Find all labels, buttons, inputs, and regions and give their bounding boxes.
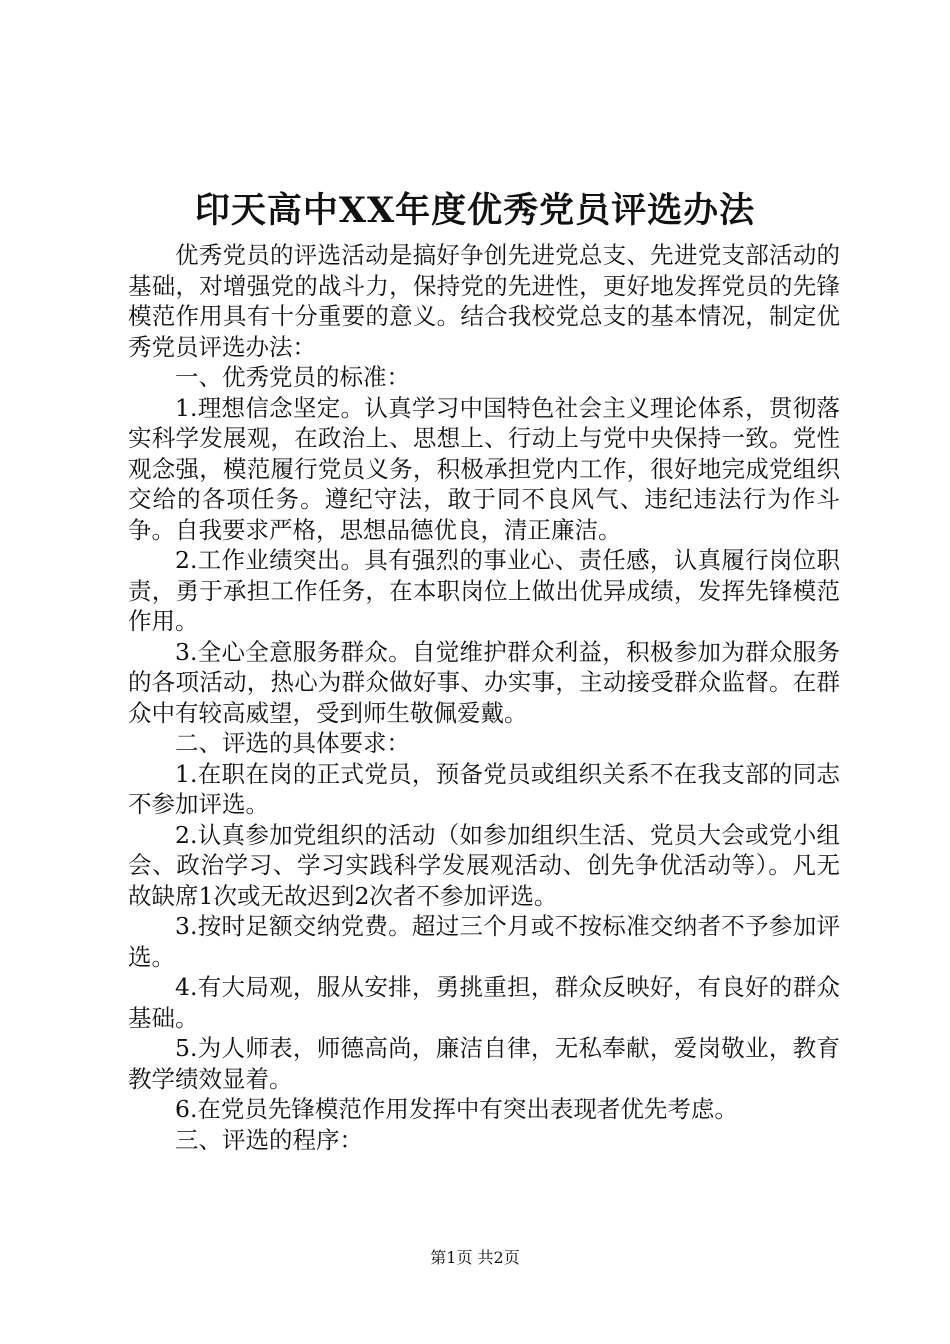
paragraph: 2.认真参加党组织的活动（如参加组织生活、党员大会或党小组会、政治学习、学习实践科学发展观活动、创先争优活动等）。凡无故缺席1次或无故迟到2次者不参加评选。	[128, 820, 840, 910]
paragraph: 6.在党员先锋模范作用发挥中有突出表现者优先考虑。	[175, 1095, 738, 1123]
paragraph: 1.在职在岗的正式党员，预备党员或组织关系不在我支部的同志不参加评选。	[128, 759, 840, 818]
document-title: 印天高中XX年度优秀党员评选办法	[194, 190, 756, 231]
paragraph: 3.全心全意服务群众。自觉维护群众利益，积极参加为群众服务的各项活动，热心为群众做好事、办实事，主动接受群众监督。在群众中有较高威望，受到师生敬佩爱戴。	[128, 637, 840, 727]
paragraph: 4.有大局观，服从安排，勇挑重担，群众反映好，有良好的群众基础。	[128, 973, 840, 1032]
paragraph: 2.工作业绩突出。具有强烈的事业心、责任感，认真履行岗位职责，勇于承担工作任务，在本职岗位上做出优异成绩，发挥先锋模范作用。	[128, 546, 840, 635]
page-number-footer: 第1页 共2页	[430, 1248, 520, 1267]
section-heading: 三、评选的程序：	[175, 1125, 363, 1154]
paragraph: 1.理想信念坚定。认真学习中国特色社会主义理论体系，贯彻落实科学发展观，在政治上、思想上、行动上与党中央保持一致。党性观念强，模范履行党员义务，积极承担党内工作，很好地完成党组织交给的各项任务。遵纪守法，敢于同不良风气、违纪违法行为作斗争。自我要求严格，思想品德优良，清正廉洁。	[128, 393, 840, 544]
paragraph: 5.为人师表，师德高尚，廉洁自律，无私奉献，爱岗敬业，教育教学绩效显着。	[128, 1034, 840, 1093]
document-body	[128, 240, 840, 1155]
section-heading: 一、优秀党员的标准：	[175, 363, 410, 391]
paragraph: 优秀党员的评选活动是搞好争创先进党总支、先进党支部活动的基础，对增强党的战斗力，保持党的先进性，更好地发挥党员的先锋模范作用具有十分重要的意义。结合我校党总支的基本情况，制定优秀党员评选办法：	[128, 241, 840, 361]
section-heading: 二、评选的具体要求：	[175, 729, 410, 757]
paragraph: 3.按时足额交纳党费。超过三个月或不按标准交纳者不予参加评选。	[128, 912, 840, 971]
